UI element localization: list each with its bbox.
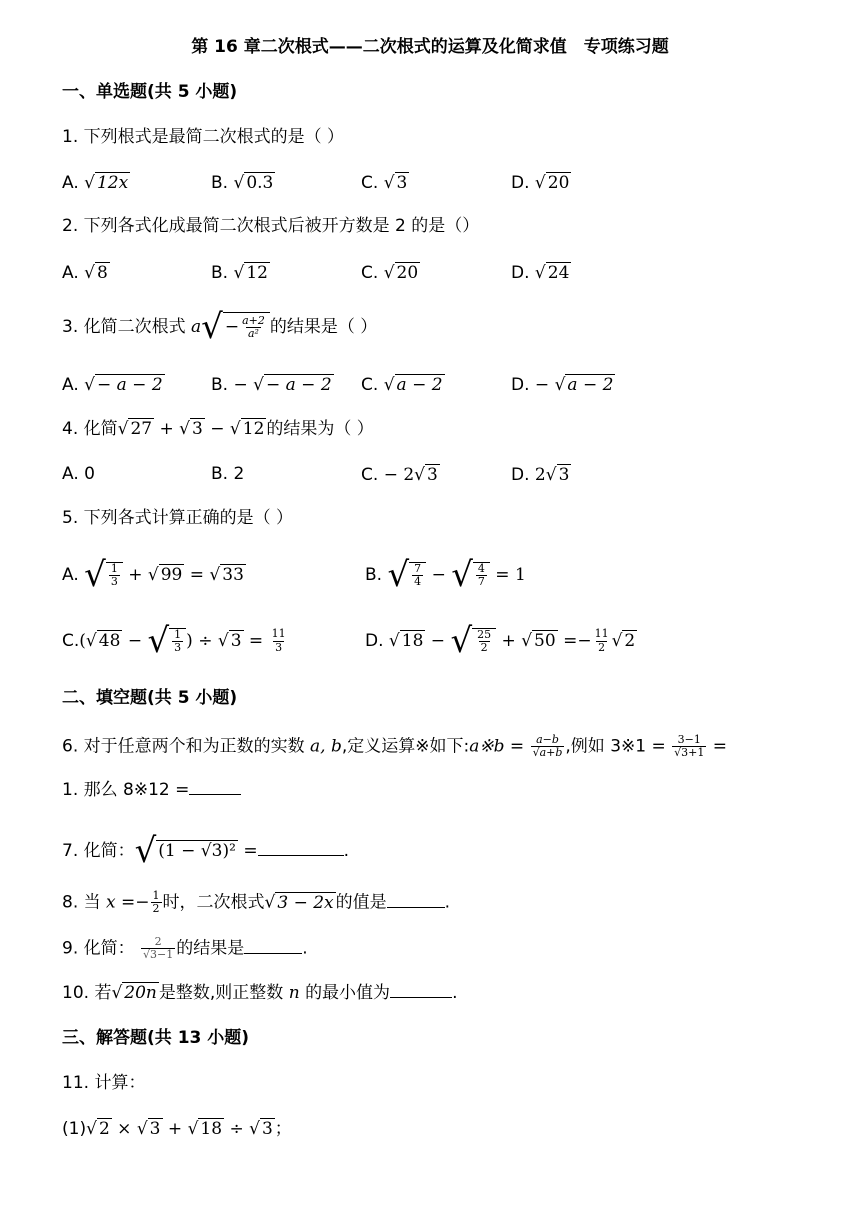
q3-option-b: B. − √ − a − 2	[211, 375, 332, 395]
radicand: 8	[96, 263, 108, 283]
radicand: a − 2	[396, 375, 443, 395]
question-2-stem: 2. 下列各式化成最简二次根式后被开方数是 2 的是（）	[62, 216, 480, 236]
option-label: D.	[511, 263, 530, 283]
answer-blank[interactable]	[244, 939, 302, 954]
radicand: 12x	[96, 173, 129, 193]
q3-option-a: A. √ − a − 2	[62, 375, 163, 395]
q4-option-a: A. 0	[62, 464, 95, 484]
option-label: C.	[361, 263, 379, 283]
answer-blank[interactable]	[189, 780, 241, 795]
q4-option-c: C. − 2√ 3	[361, 465, 438, 485]
answer-blank[interactable]	[387, 893, 445, 908]
question-5-stem: 5. 下列各式计算正确的是（ ）	[62, 508, 294, 528]
q4-option-b: B. 2	[211, 464, 245, 484]
option-label: D.	[365, 631, 384, 651]
option-label: B.	[211, 263, 229, 283]
radicand: 12	[246, 263, 268, 283]
option-label: D.	[511, 375, 530, 395]
option-label: C.	[361, 375, 379, 395]
option-label: A.	[62, 565, 79, 585]
option-label: D.	[511, 465, 530, 485]
question-4-stem: 4. 化简√ 27 + √ 3 − √ 12 的结果为（ ）	[62, 419, 374, 439]
option-label: B.	[211, 173, 229, 193]
answer-blank[interactable]	[258, 841, 344, 856]
q4-option-d: D. 2√ 3	[511, 465, 570, 485]
q1-option-c: C. √ 3	[361, 173, 408, 193]
option-label: C.	[361, 465, 379, 485]
page-title: 第 16 章二次根式——二次根式的运算及化简求值 专项练习题	[191, 37, 669, 57]
radicand: − a − 2	[265, 375, 332, 395]
section-heading-fill-in: 二、填空题(共 5 小题)	[62, 688, 238, 708]
option-label: D.	[511, 173, 530, 193]
radicand: a − 2	[567, 375, 614, 395]
option-label: B.	[365, 565, 383, 585]
q2-option-b: B. √ 12	[211, 263, 268, 283]
question-6-continuation: 1. 那么 8※12 =	[62, 780, 241, 800]
coefficient: a	[191, 317, 202, 337]
question-8-stem: 8. 当 x =− $\frac{1}{2}$ 时，二次根式√ 3 − 2x 的值是 .	[62, 889, 451, 916]
q2-option-d: D. √ 24	[511, 263, 570, 283]
q3-option-c: C. √ a − 2	[361, 375, 443, 395]
question-9-stem: 9. 化简： $\frac{2}{√3-1}$ 的结果是 .	[62, 935, 308, 962]
option-label: A.	[62, 375, 79, 395]
option-label: A.	[62, 263, 79, 283]
q1-option-b: B. √ 0.3	[211, 173, 274, 193]
q5-option-a: A. √ $\frac{1}{3}$ + √ 99 = √ 33	[62, 555, 244, 595]
question-10-stem: 10. 若√ 20n 是整数,则正整数 n 的最小值为 .	[62, 983, 458, 1003]
radicand: 3	[396, 173, 408, 193]
q1-option-a: A. √ 12x	[62, 173, 129, 193]
radicand: 0.3	[246, 173, 274, 193]
answer-blank[interactable]	[390, 983, 452, 998]
question-3-stem: 3. 化简二次根式 a√ − $\frac{a+2}{\text{a²}}$ 的结果是（ ）	[62, 307, 378, 347]
question-11-stem: 11. 计算：	[62, 1073, 146, 1093]
q1-option-d: D. √ 20	[511, 173, 570, 193]
q3-option-d: D. − √ a − 2	[511, 375, 614, 395]
question-7-stem: 7. 化简：√ (1 − √3)² = .	[62, 831, 349, 871]
option-label: B.	[211, 375, 229, 395]
q5-option-d: D. √ 18 − √ $\frac{25}{2}$ + √ 50 =− $\frac{11}{2}$ √ 2	[365, 621, 636, 661]
question-1-stem: 1. 下列根式是最简二次根式的是（ ）	[62, 127, 345, 147]
option-label: C.	[62, 631, 80, 651]
option-label: C.	[361, 173, 379, 193]
option-label: A.	[62, 173, 79, 193]
radicand: 20	[547, 173, 570, 193]
section-heading-solutions: 三、解答题(共 13 小题)	[62, 1028, 250, 1048]
q2-option-a: A. √ 8	[62, 263, 108, 283]
radicand: 20	[396, 263, 419, 283]
question-6-stem: 6. 对于任意两个和为正数的实数 a, b,定义运算※如下:a※b = $\frac{a-b}{√a+b}$ ,例如 3※1 = $\frac{3-1}{√3+1}$ =	[62, 733, 728, 760]
q5-option-b: B. √ $\frac{7}{4}$ − √ $\frac{4}{7}$ = 1	[365, 555, 526, 595]
radicand: − a − 2	[96, 375, 163, 395]
section-heading-single-choice: 一、单选题(共 5 小题)	[62, 82, 238, 102]
radicand: 24	[547, 263, 570, 283]
q2-option-c: C. √ 20	[361, 263, 419, 283]
question-11-part-1: (1)√ 2 × √ 3 + √ 18 ÷ √ 3 ；	[62, 1119, 292, 1139]
q5-option-c: C.(√ 48 − √ $\frac{1}{3}$ ) ÷ √ 3 = $\frac{11}{3}$	[62, 621, 286, 661]
